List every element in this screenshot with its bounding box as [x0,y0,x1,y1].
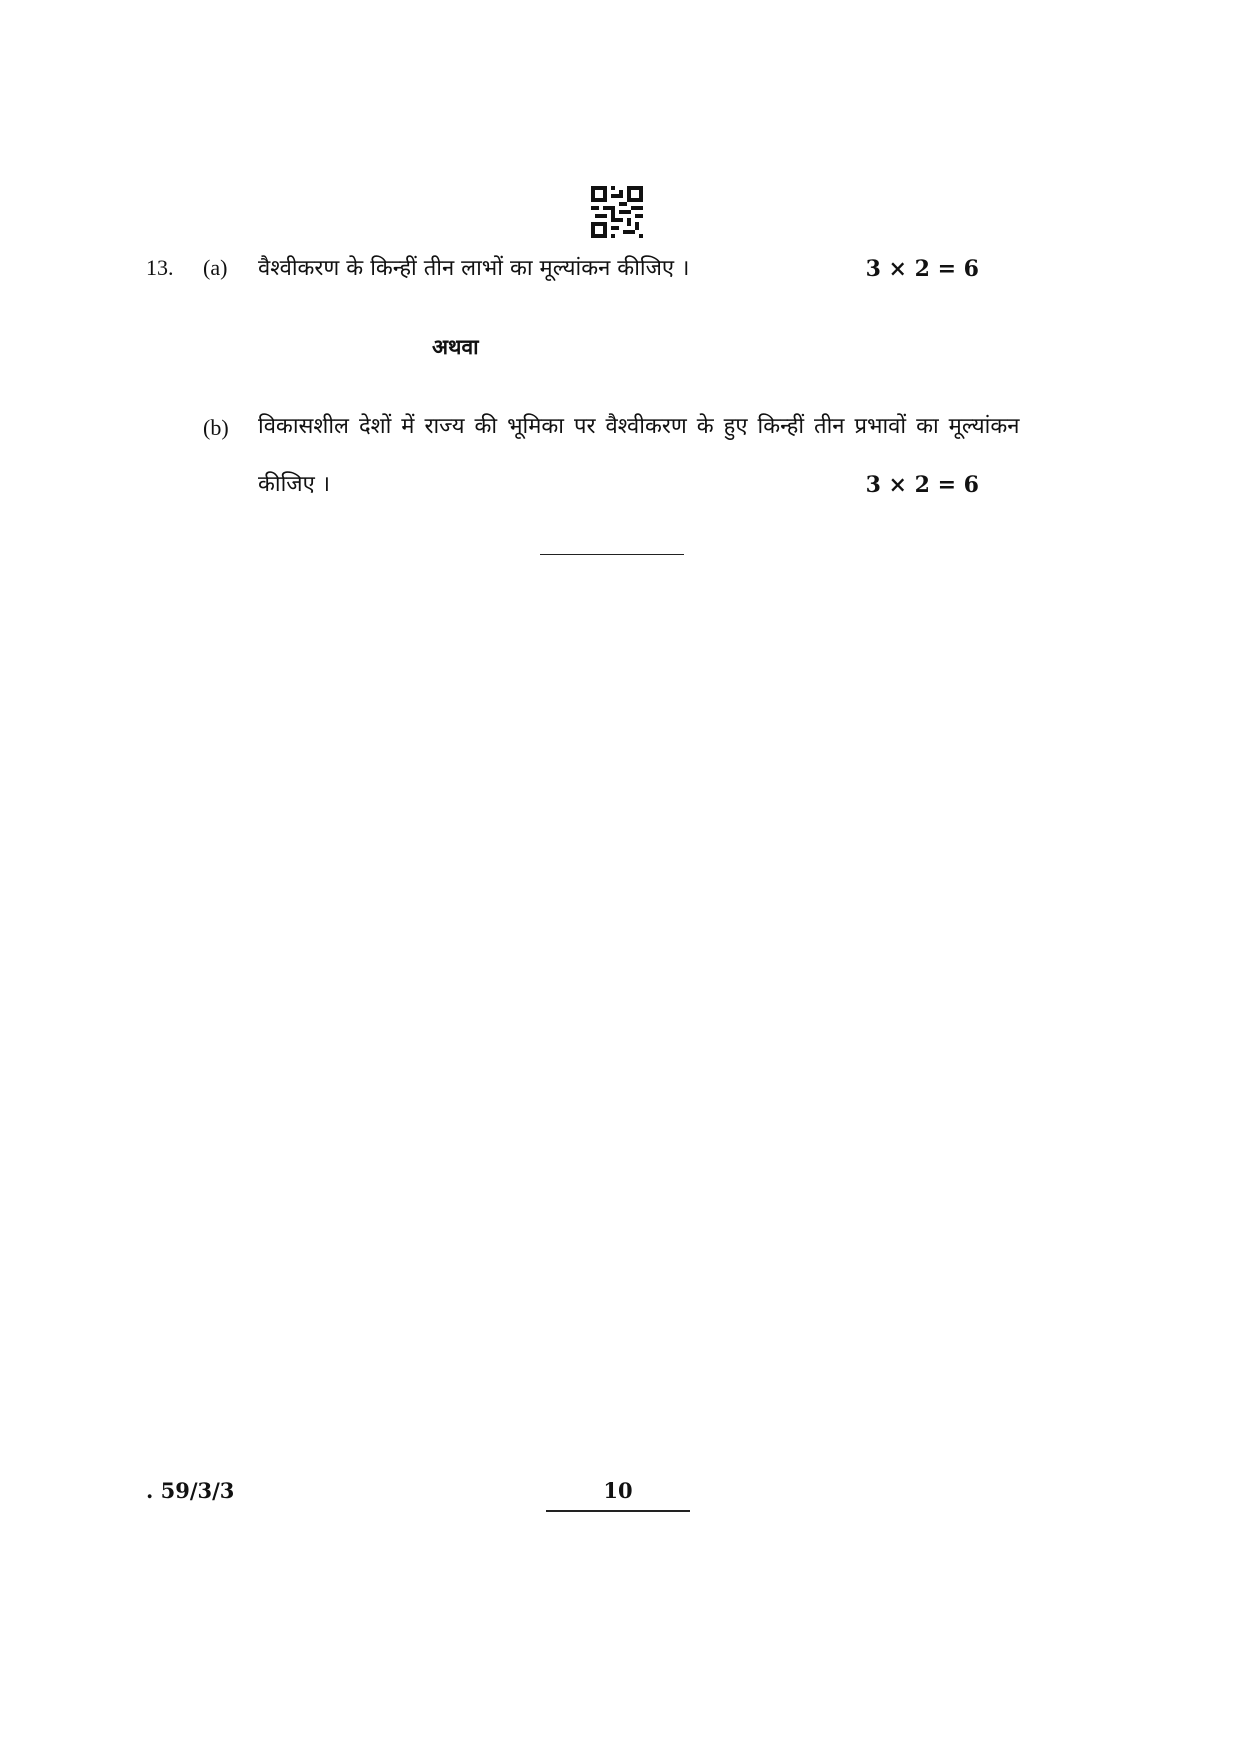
section-end-rule [540,554,684,555]
page-number: 10 [603,1478,633,1503]
paper-code: . 59/3/3 [146,1478,235,1503]
part-b-text-line2: कीजिए । [258,472,331,497]
part-b-marks: 3 × 2 = 6 [865,472,979,498]
part-b-label: (b) [203,415,229,440]
part-a-label: (a) [203,255,228,280]
or-label: अथवा [432,335,479,359]
part-a-marks: 3 × 2 = 6 [865,256,979,282]
part-b-text-line1: विकासशील देशों में राज्य की भूमिका पर वैश्वीकरण के हुए किन्हीं तीन प्रभावों का मूल्यांकन [258,414,1020,439]
question-number: 13. [146,255,174,280]
qr-code-icon [591,186,643,238]
page-number-underline [546,1510,690,1512]
part-a-text: वैश्वीकरण के किन्हीं तीन लाभों का मूल्यांकन कीजिए । [258,256,690,281]
